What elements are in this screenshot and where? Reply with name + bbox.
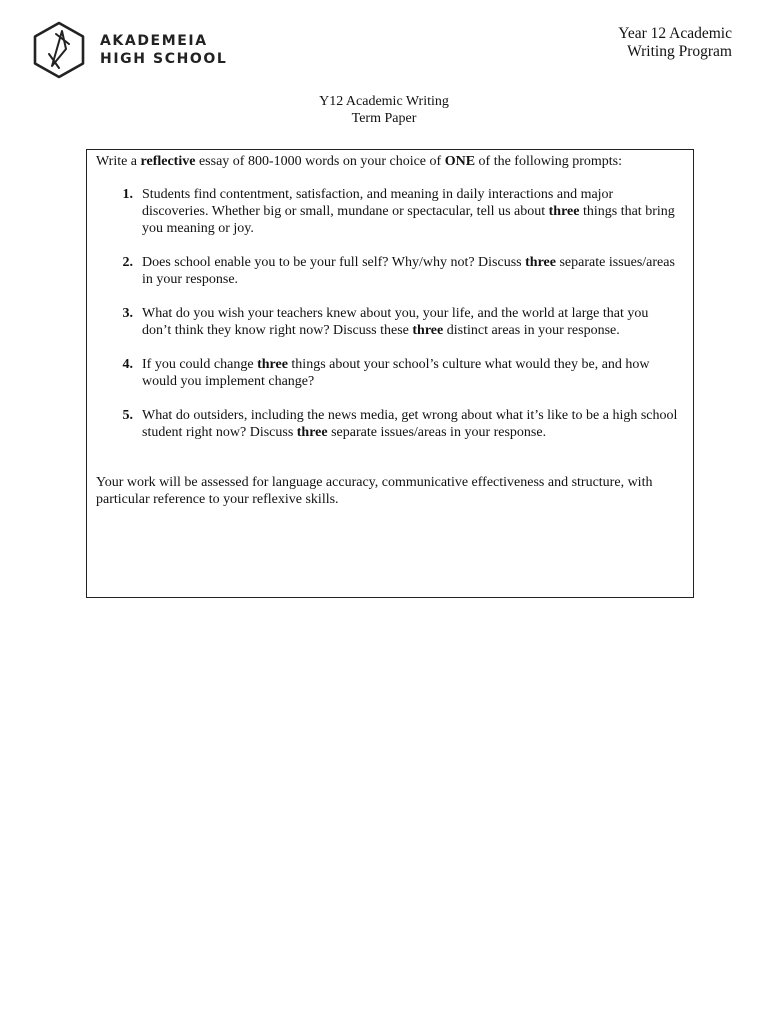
intro-text: essay of 800-1000 words on your choice of [195,154,445,169]
prompt-number: 1. [122,187,133,202]
prompt-number: 4. [122,357,133,372]
prompt-text: If you could change three things about your school’s culture what would they be, and how would you implement change? [142,357,650,389]
prompt-text: Does school enable you to be your full self? Why/why not? Discuss three separate issues/areas in your response. [142,255,675,287]
school-logo [32,21,227,79]
title-line1: Y12 Academic Writing [319,94,449,109]
intro-emphasis-one: ONE [444,154,476,169]
assessment-note: Your work will be assessed for language accuracy, communicative effectiveness and structure, with particular reference to your reflexive skills. [96,475,653,507]
program-line1: Year 12 Academic [618,25,732,42]
prompt-item [96,407,683,441]
school-name-line1: AKADEMEIA [100,33,208,49]
instructions-intro [96,153,683,170]
program-line2: Writing Program [627,43,732,60]
prompt-number: 3. [122,306,133,321]
prompt-list [96,186,683,441]
intro-emphasis-reflective: reflective [140,154,196,169]
prompt-number: 5. [122,408,133,423]
assignment-box [86,149,694,598]
title-line2: Term Paper [351,111,417,126]
akademeia-logo-icon [32,21,86,79]
prompt-text: What do you wish your teachers knew about you, your life, and the world at large that you don’t think they know right now? Discuss these three distinct areas in your response. [142,306,649,338]
school-name-line2: HIGH SCHOOL [100,51,228,67]
prompt-item [96,254,683,288]
intro-text: of the following prompts: [475,154,623,169]
prompt-item [96,356,683,390]
document-title [0,93,768,127]
school-name [100,32,227,68]
prompt-number: 2. [122,255,133,270]
prompt-item [96,186,683,237]
program-name [618,25,732,61]
prompt-text: What do outsiders, including the news media, get wrong about what it’s like to be a high school student right now? Discuss three separate issues/areas in your response. [142,408,678,440]
intro-text: Write a [96,154,141,169]
prompt-item [96,305,683,339]
prompt-text: Students find contentment, satisfaction, and meaning in daily interactions and major discoveries. Whether big or small, mundane or spectacular, tell us about three things that bring you meaning or joy. [142,187,675,236]
